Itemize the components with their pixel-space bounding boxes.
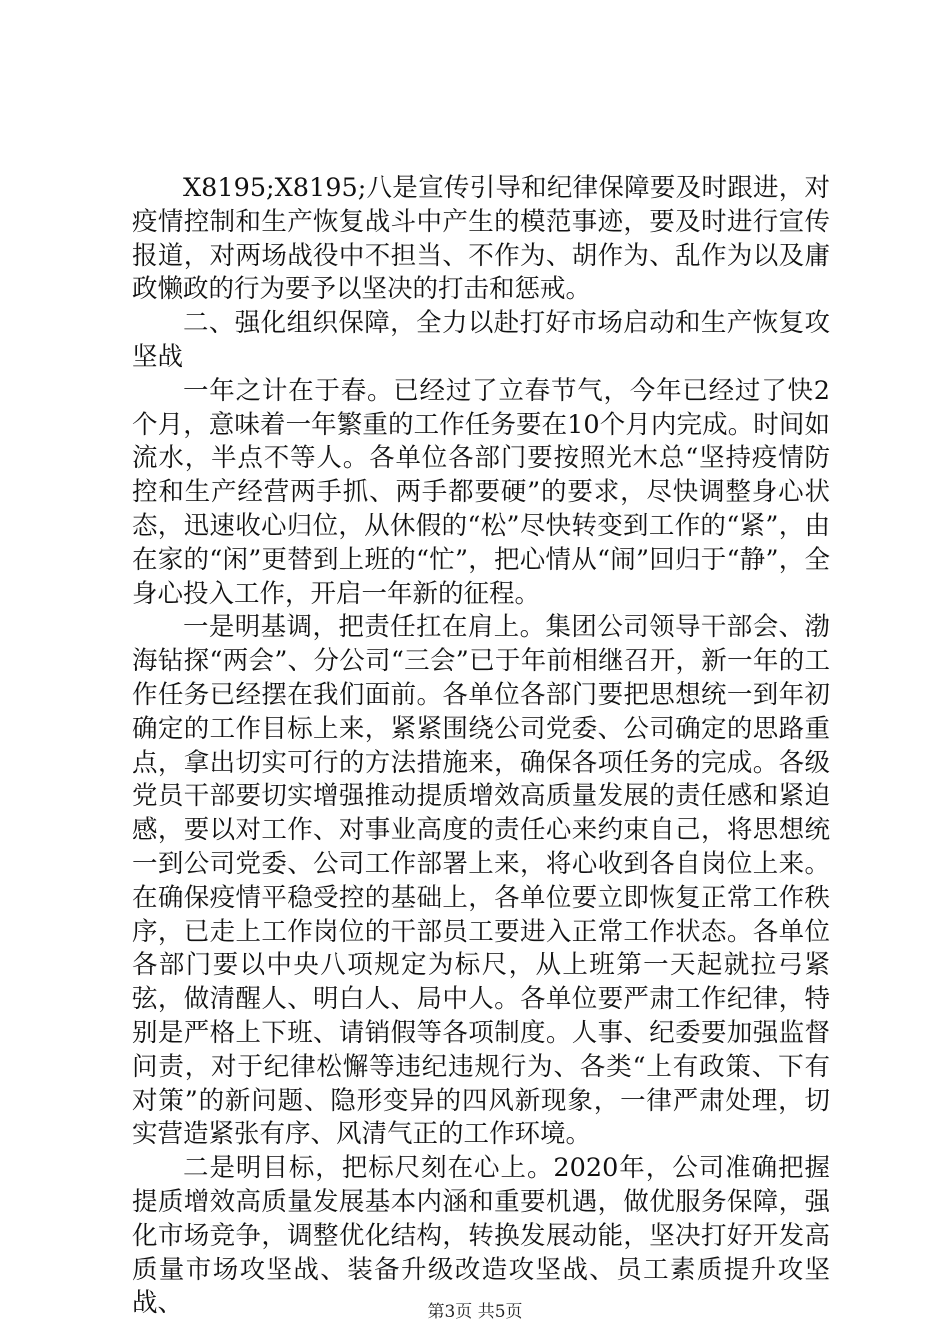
document-body [132,172,830,1321]
page-number-footer: 第3页 共5页 [427,1302,523,1322]
paragraph-section-heading: 二、强化组织保障，全力以赴打好市场启动和生产恢复攻坚战 [132,308,830,372]
paragraph-targets: 二是明目标，把标尺刻在心上。2020年，公司准确把握提质增效高质量发展基本内涵和重要机遇，做优服务保障，强化市场竞争，调整优化结构，转换发展动能，坚决打好开发高质量市场攻坚战、装备升级改造攻坚战、员工素质提升攻坚战、 [132,1153,830,1319]
paragraph-responsibility: 一是明基调，把责任扛在肩上。集团公司领导干部会、渤海钻探“两会”、分公司“三会”已于年前相继召开，新一年的工作任务已经摆在我们面前。各单位各部门要把思想统一到年初确定的工作目标上来，紧紧围绕公司党委、公司确定的思路重点，拿出切实可行的方法措施来，确保各项任务的完成。各级党员干部要切实增强推动提质增效高质量发展的责任感和紧迫感，要以对工作、对事业高度的责任心来约束自己，将思想统一到公司党委、公司工作部署上来，将心收到各自岗位上来。在确保疫情平稳受控的基础上，各单位要立即恢复正常工作秩序，已走上工作岗位的干部员工要进入正常工作状态。各单位各部门要以中央八项规定为标尺，从上班第一天起就拉弓紧弦，做清醒人、明白人、局中人。各单位要严肃工作纪律，特别是严格上下班、请销假等各项制度。人事、纪委要加强监督问责，对于纪律松懈等违纪违规行为、各类“上有政策、下有对策”的新问题、隐形变异的四风新现象，一律严肃处理，切实营造紧张有序、风清气正的工作环境。 [132,612,830,1150]
paragraph-publicity-discipline: X8195;X8195;八是宣传引导和纪律保障要及时跟进，对疫情控制和生产恢复战斗中产生的模范事迹，要及时进行宣传报道，对两场战役中不担当、不作为、胡作为、乱作为以及庸政懒政的行为要予以坚决的打击和惩戒。 [132,173,830,305]
paragraph-spring-plan: 一年之计在于春。已经过了立春节气，今年已经过了快2个月，意味着一年繁重的工作任务要在10个月内完成。时间如流水，半点不等人。各单位各部门要按照光木总“坚持疫情防控和生产经营两手抓、两手都要硬”的要求，尽快调整身心状态，迅速收心归位，从休假的“松”尽快转变到工作的“紧”，由在家的“闲”更替到上班的“忙”，把心情从“闹”回归于“静”，全身心投入工作，开启一年新的征程。 [132,375,830,609]
